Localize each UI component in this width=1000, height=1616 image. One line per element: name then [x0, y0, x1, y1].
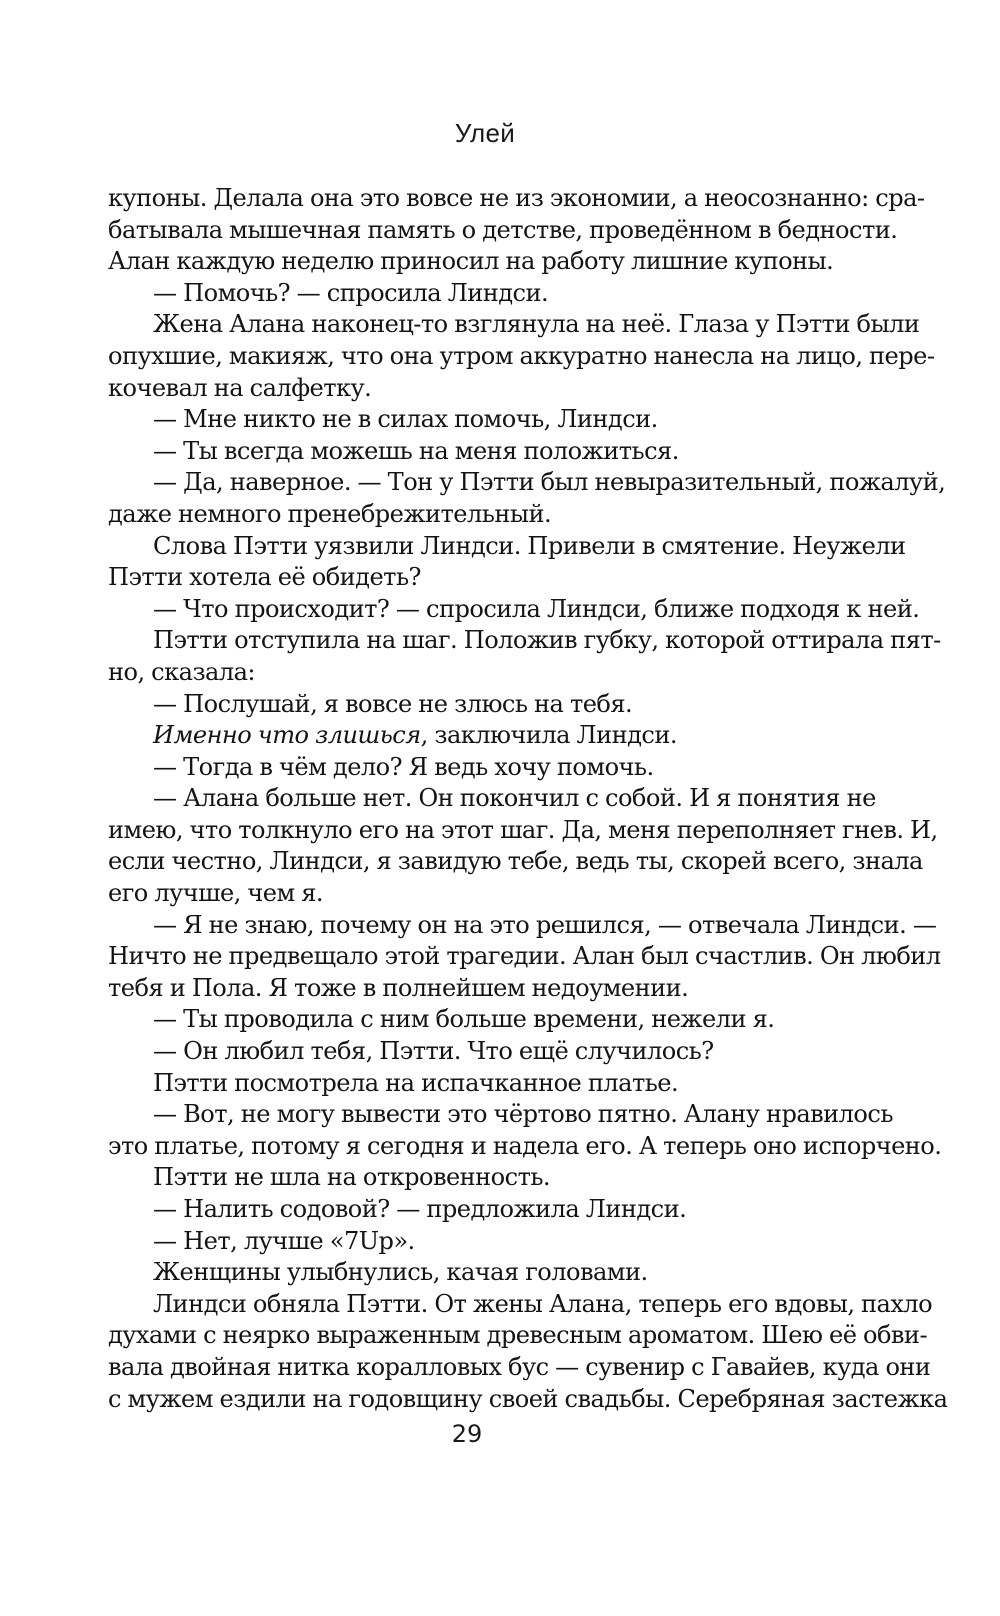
text-line: — Алана больше нет. Он покончил с собой. И я понятия не — [153, 784, 876, 813]
text-line: — Нет, лучше «7Up». — [153, 1226, 415, 1255]
text-line: — Налить содовой? — предложила Линдси. — [153, 1195, 687, 1223]
italic-phrase: Именно что злишься — [153, 721, 421, 750]
text-line: тебя и Пола. Я тоже в полнейшем недоумении. — [108, 973, 689, 1002]
text-line: — Послушай, я вовсе не злюсь на тебя. — [153, 689, 633, 718]
text-line: Жена Алана наконец-то взглянула на неё. Глаза у Пэтти были — [153, 310, 920, 339]
text-line: — Мне никто не в силах помочь, Линдси. — [153, 405, 658, 434]
text-line: вала двойная нитка коралловых бус — сувенир с Гавайев, куда они — [108, 1352, 931, 1381]
text-line: даже немного пренебрежительный. — [108, 499, 552, 528]
text-fragment: , заключила Линдси. — [420, 721, 677, 750]
text-line: — Он любил тебя, Пэтти. Что ещё случилось? — [153, 1037, 714, 1066]
text-line: имею, что толкнуло его на этот шаг. Да, меня переполняет гнев. И, — [108, 815, 938, 844]
text-line: Пэтти хотела её обидеть? — [108, 563, 421, 592]
text-line: Женщины улыбнулись, качая головами. — [153, 1258, 648, 1287]
running-title: Улей — [454, 118, 516, 148]
text-line: духами с неярко выраженным древесным ароматом. Шею её обви- — [108, 1321, 928, 1350]
text-line: — Ты проводила с ним больше времени, нежели я. — [153, 1005, 775, 1034]
text-line: — Что происходит? — спросила Линдси, ближе подходя к ней. — [153, 594, 920, 623]
text-line: с мужем ездили на годовщину своей свадьбы. Серебряная застежка — [108, 1384, 948, 1413]
text-line: Слова Пэтти уязвили Линдси. Привели в смятение. Неужели — [153, 531, 906, 560]
text-line: Пэтти посмотрела на испачканное платье. — [153, 1068, 679, 1097]
text-line: опухшие, макияж, что она утром аккуратно нанесла на лицо, пере- — [108, 341, 935, 370]
text-line-mixed — [108, 720, 860, 752]
body-text — [108, 183, 948, 1415]
text-line: — Да, наверное. — Тон у Пэтти был невыразительный, пожалуй, — [153, 468, 946, 497]
text-line: это платье, потому я сегодня и надела его. А теперь оно испорчено. — [108, 1131, 942, 1160]
page-number: 29 — [451, 1420, 483, 1448]
text-line: его лучше, чем я. — [108, 879, 324, 908]
text-line: — Ты всегда можешь на меня положиться. — [153, 436, 679, 465]
text-line: Пэтти не шла на откровенность. — [153, 1163, 551, 1192]
text-line: — Тогда в чём дело? Я ведь хочу помочь. — [153, 752, 654, 781]
text-line: Линдси обняла Пэтти. От жены Алана, теперь его вдовы, пахло — [153, 1289, 933, 1318]
text-line: — Вот, не могу вывести это чёртово пятно. Алану нравилось — [153, 1100, 893, 1129]
text-line: кочевал на салфетку. — [108, 373, 372, 402]
text-line: купоны. Делала она это вовсе не из экономии, а неосознанно: сра- — [108, 184, 925, 212]
text-line: Алан каждую неделю приносил на работу лишние купоны. — [108, 247, 834, 276]
text-line: если честно, Линдси, я завидую тебе, ведь ты, скорей всего, знала — [108, 847, 923, 876]
text-line: но, сказала: — [108, 657, 255, 686]
text-line: Ничто не предвещало этой трагедии. Алан был счастлив. Он любил — [108, 942, 941, 971]
text-line: — Я не знаю, почему он на это решился, — отвечала Линдси. — — [153, 910, 937, 939]
text-line: — Помочь? — спросила Линдси. — [153, 278, 549, 307]
text-line: батывала мышечная память о детстве, проведённом в бедности. — [108, 215, 898, 244]
text-line: Пэтти отступила на шаг. Положив губку, которой оттирала пят- — [153, 626, 941, 655]
